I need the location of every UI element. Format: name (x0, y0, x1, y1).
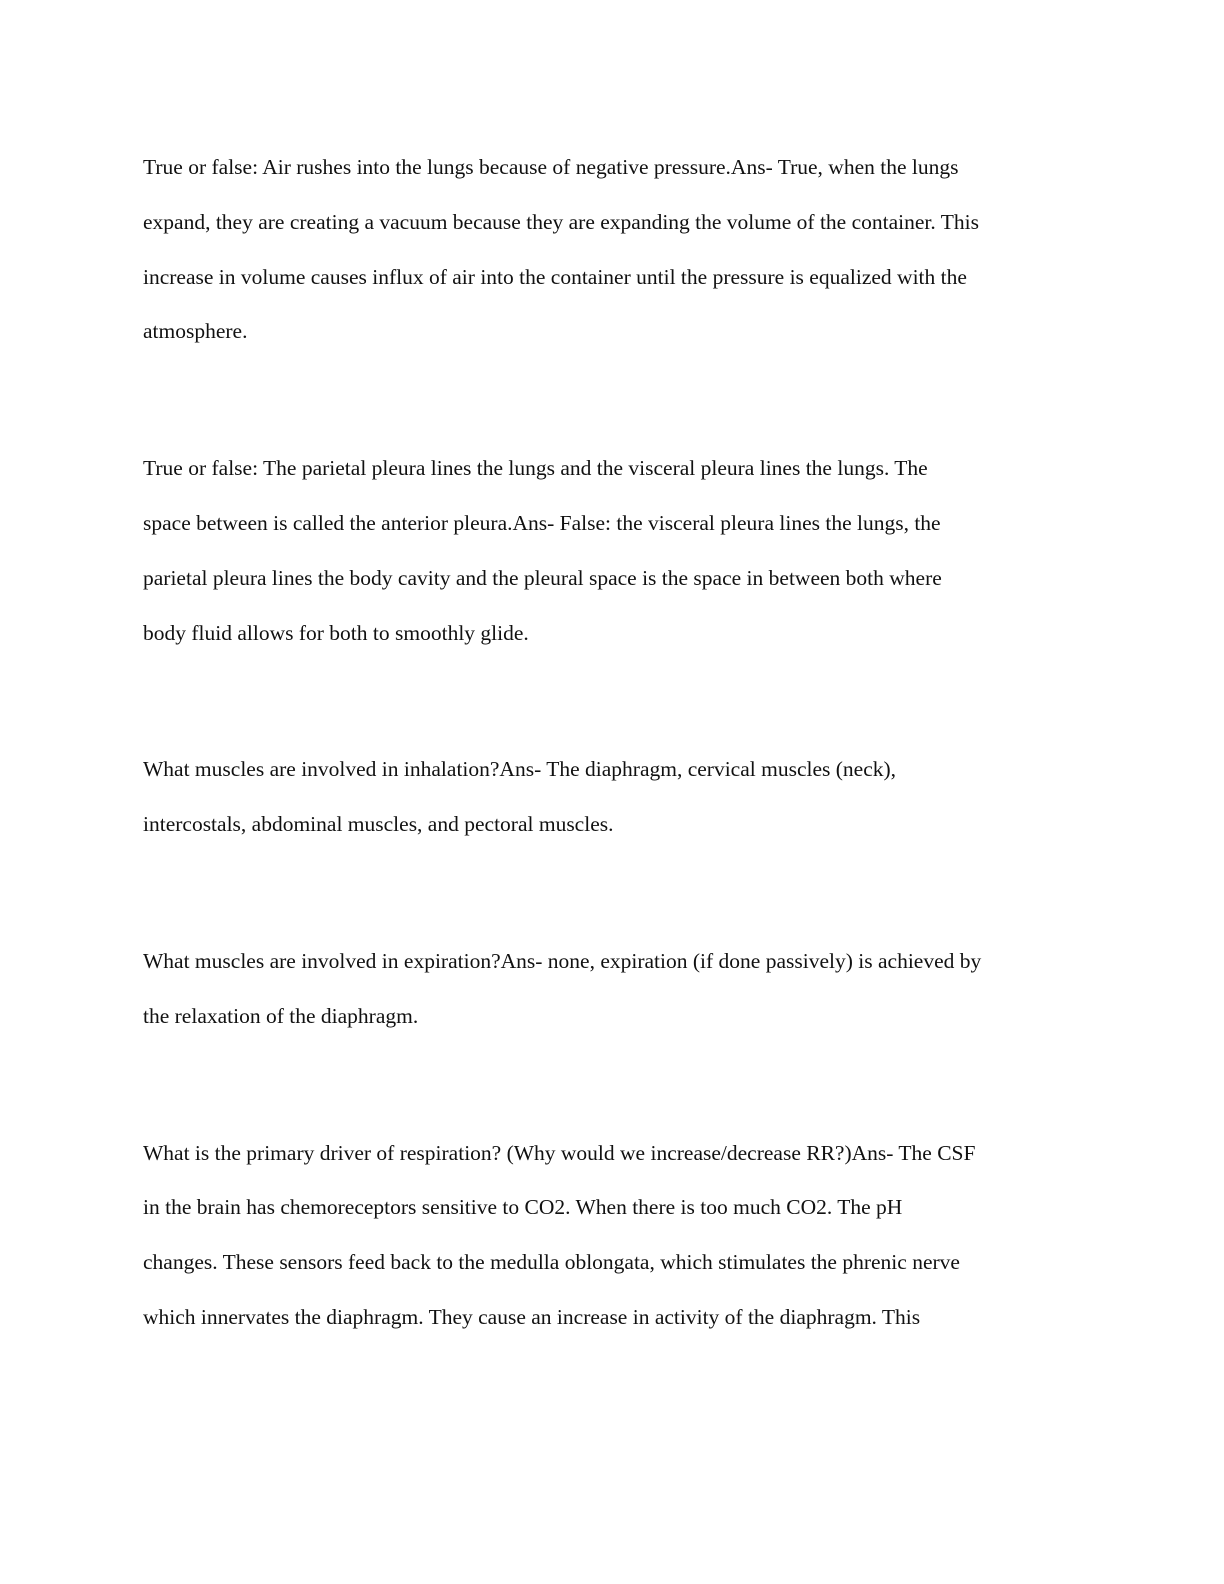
text-line: What muscles are involved in expiration?Ans- none, expiration (if done passively) is achieved by (143, 948, 982, 973)
text-line: True or false: The parietal pleura lines the lungs and the visceral pleura lines the lungs. The (143, 456, 928, 481)
text-line: space between is called the anterior pleura.Ans- False: the visceral pleura lines the lungs, the (143, 510, 941, 535)
question-answer-paragraph (143, 140, 1078, 359)
text-line: increase in volume causes influx of air into the container until the pressure is equalized with the (143, 264, 967, 289)
question-answer-paragraph (143, 742, 1078, 852)
question-answer-paragraph (143, 934, 1078, 1044)
text-line: True or false: Air rushes into the lungs because of negative pressure.Ans- True, when the lungs (143, 155, 959, 179)
text-line: which innervates the diaphragm. They cause an increase in activity of the diaphragm. This (143, 1304, 921, 1329)
text-line: expand, they are creating a vacuum because they are expanding the volume of the container. This (143, 209, 979, 234)
text-line: parietal pleura lines the body cavity and the pleural space is the space in between both where (143, 565, 942, 590)
text-line: What is the primary driver of respiration? (Why would we increase/decrease RR?)Ans- The CSF (143, 1140, 976, 1165)
text-line: atmosphere. (143, 319, 248, 344)
question-answer-paragraph (143, 1126, 1078, 1345)
document-body (143, 140, 1078, 1345)
text-line: the relaxation of the diaphragm. (143, 1003, 419, 1028)
text-line: in the brain has chemoreceptors sensitive to CO2. When there is too much CO2. The pH (143, 1195, 903, 1220)
text-line: body fluid allows for both to smoothly glide. (143, 620, 529, 645)
text-line: intercostals, abdominal muscles, and pectoral muscles. (143, 812, 614, 837)
text-line: changes. These sensors feed back to the medulla oblongata, which stimulates the phrenic nerve (143, 1250, 960, 1275)
question-answer-paragraph (143, 441, 1078, 660)
text-line: What muscles are involved in inhalation?Ans- The diaphragm, cervical muscles (neck), (143, 757, 897, 782)
